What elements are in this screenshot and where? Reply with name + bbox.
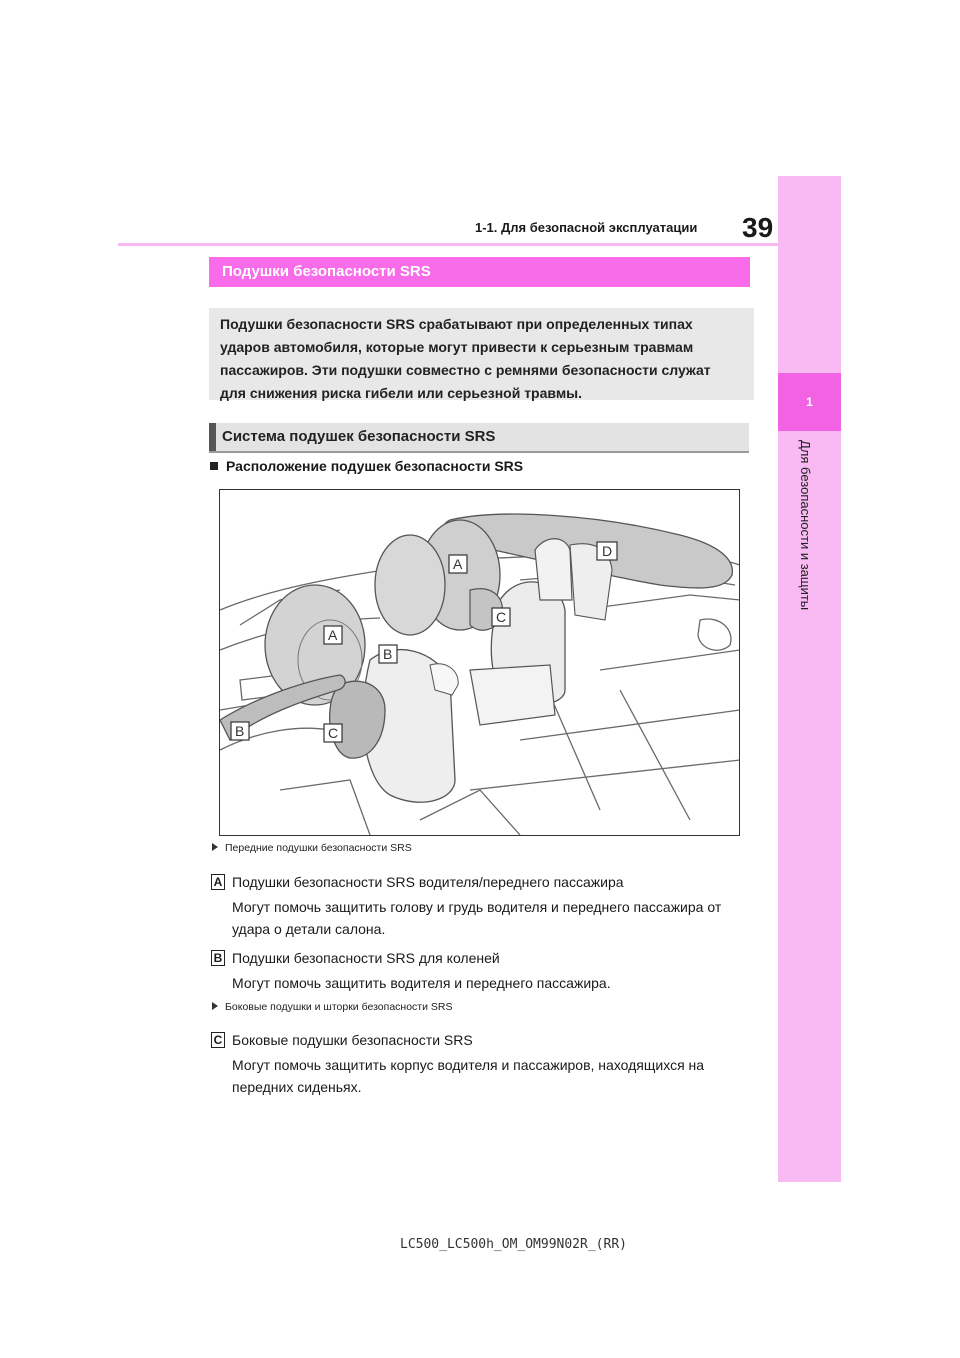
note-side-airbags <box>212 1001 452 1013</box>
note-front-airbags <box>212 842 412 854</box>
note-front-text: Передние подушки безопасности SRS <box>225 842 412 854</box>
item-a-title: Подушки безопасности SRS водителя/переднего пассажира <box>232 874 624 890</box>
intro-line: Подушки безопасности SRS срабатывают при определенных типах <box>220 316 693 332</box>
section-title: Подушки безопасности SRS <box>209 257 750 287</box>
airbag-illustration <box>219 489 740 836</box>
item-a-body: Могут помочь защитить голову и грудь водителя и переднего пассажира от удара о детали салона. <box>232 899 722 937</box>
arrow-icon <box>212 843 218 851</box>
label-c-box: C <box>211 1032 225 1048</box>
intro-box <box>209 308 754 400</box>
intro-line: пассажиров. Эти подушки совместно с ремнями безопасности служат <box>220 362 711 378</box>
side-tab-title: Для безопасности и защиты <box>798 440 813 611</box>
figure-label: A <box>328 627 338 643</box>
figure-label: B <box>235 723 245 739</box>
label-b-box: B <box>211 950 225 966</box>
label-a-box: A <box>211 874 225 890</box>
figure-label: C <box>328 725 339 741</box>
page-number: 39 <box>742 212 774 243</box>
title-accent-bar <box>209 423 216 451</box>
footer-code: LC500_LC500h_OM_OM99N02R_(RR) <box>400 1237 627 1252</box>
item-c-title: Боковые подушки безопасности SRS <box>232 1032 473 1048</box>
intro-line: ударов автомобиля, которые могут привести к серьезным травмам <box>220 339 694 355</box>
location-heading <box>210 458 523 474</box>
location-heading-text: Расположение подушек безопасности SRS <box>226 458 524 474</box>
item-b-body: Могут помочь защитить водителя и переднего пассажира. <box>232 975 611 991</box>
item-b-title: Подушки безопасности SRS для коленей <box>232 950 500 966</box>
item-c-body: Могут помочь защитить корпус водителя и пассажиров, находящихся на передних сиденьях. <box>232 1057 705 1095</box>
header-rule <box>118 243 778 246</box>
subsection-title: Система подушек безопасности SRS <box>222 428 496 445</box>
figure-label: C <box>496 609 507 625</box>
side-tab <box>778 176 841 1182</box>
figure-label: A <box>453 556 463 572</box>
note-side-text: Боковые подушки и шторки безопасности SRS <box>225 1001 453 1013</box>
subsection-title-bar <box>209 423 749 453</box>
arrow-icon <box>212 1002 218 1010</box>
square-bullet-icon <box>210 462 218 470</box>
figure-label: D <box>602 543 613 559</box>
figure-label: B <box>383 646 393 662</box>
car-interior-drawing <box>220 490 740 836</box>
running-header: 1-1. Для безопасной эксплуатации <box>475 220 698 235</box>
chapter-number: 1 <box>806 395 813 409</box>
intro-line: для снижения риска гибели или серьезной травмы. <box>220 385 583 401</box>
